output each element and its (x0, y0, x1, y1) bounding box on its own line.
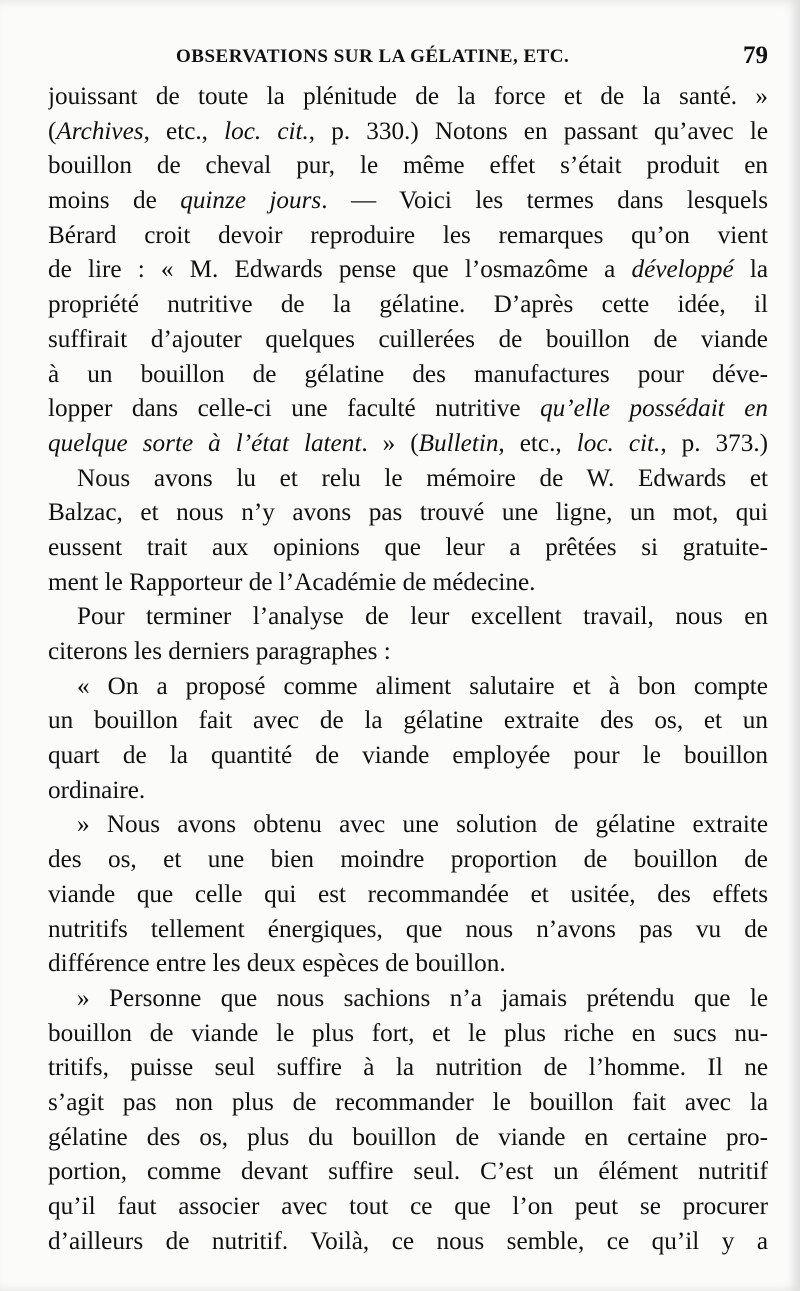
text-segment: des os, et une bien moindre proportion de bouillon de (48, 846, 768, 874)
italic-text: quinze jours (180, 187, 322, 215)
text-line (48, 462, 768, 497)
text-line (48, 1190, 768, 1225)
text-line (48, 253, 768, 288)
text-segment: suffirait d’ajouter quelques cuillerées de bouillon de viande (48, 325, 768, 353)
italic-text: Archives (56, 117, 144, 145)
text-line (48, 1017, 768, 1052)
text-segment: citerons les derniers paragraphes : (48, 638, 391, 665)
text-segment: ( (48, 117, 57, 145)
text-segment: lopper dans celle-ci une faculté nutritive (48, 395, 541, 423)
running-head (48, 42, 768, 74)
page-number: 79 (743, 42, 768, 69)
text-line (48, 1051, 768, 1086)
text-segment: ment le Rapporteur de l’Académie de médecine. (48, 568, 536, 596)
text-line (48, 1155, 768, 1190)
text-line (48, 80, 768, 115)
text-segment: bouillon de viande le plus fort, et le plus riche en sucs nu- (48, 1019, 768, 1047)
text-segment: Bérard croit devoir reproduire les remarques qu’on vient (48, 221, 768, 249)
italic-text: quelque sorte à l’état latent (48, 429, 362, 457)
text-line (48, 1086, 768, 1121)
text-line (48, 1225, 768, 1260)
text-segment: Nous avons lu et relu le mémoire de W. Edwards et (77, 464, 768, 492)
text-line (48, 670, 768, 705)
text-segment: Pour terminer l’analyse de leur excellent travail, nous en (77, 603, 768, 631)
text-line (48, 947, 768, 982)
text-line (48, 774, 768, 809)
text-segment: de lire : « M. Edwards pense que l’osmazôme a (48, 256, 632, 284)
text-line (48, 149, 768, 184)
text-line (48, 878, 768, 913)
text-segment: différence entre les deux espèces de bouillon. (48, 950, 506, 978)
text-segment: , p. 373.) (660, 429, 768, 457)
text-line (48, 566, 768, 601)
text-line (48, 600, 768, 635)
text-segment: qu’il faut associer avec tout ce que l’on peut se procurer (48, 1193, 768, 1220)
text-line (48, 496, 768, 531)
text-segment: viande que celle qui est recommandée et usitée, des effets (48, 880, 768, 908)
text-line (48, 323, 768, 358)
text-line (48, 531, 768, 566)
text-segment: à un bouillon de gélatine des manufactures pour déve- (48, 360, 768, 388)
text-segment: portion, comme devant suffire seul. C’est un élément nutritif (48, 1158, 768, 1186)
text-segment: jouissant de toute la plénitude de la force et de la santé. » (48, 83, 768, 110)
text-segment: , etc., (143, 117, 225, 145)
italic-text: qu’elle possédait en (540, 395, 768, 423)
text-line (48, 913, 768, 948)
text-segment: s’agit pas non plus de recommander le bouillon fait avec la (48, 1088, 768, 1116)
text-line (48, 843, 768, 878)
text-line (48, 115, 768, 150)
text-segment: , p. 330.) Notons en passant qu’avec le (308, 117, 768, 145)
text-line (48, 982, 768, 1017)
text-segment: propriété nutritive de la gélatine. D’après cette idée, il (48, 291, 768, 319)
italic-text: développé (631, 256, 734, 284)
body-text (48, 80, 768, 1259)
italic-text: loc. cit. (576, 429, 661, 457)
text-segment: quart de la quantité de viande employée pour le bouillon (48, 742, 768, 770)
text-segment: » Nous avons obtenu avec une solution de gélatine extraite (77, 811, 768, 839)
text-line (48, 739, 768, 774)
text-segment: . — Voici les termes dans lesquels (321, 187, 768, 215)
text-segment: » Personne que nous sachions n’a jamais prétendu que le (77, 984, 768, 1012)
running-title: OBSERVATIONS SUR LA GÉLATINE, ETC. (176, 46, 570, 67)
text-line (48, 704, 768, 739)
text-segment: , etc., (498, 429, 577, 457)
text-segment: ordinaire. (48, 776, 146, 804)
text-line (48, 635, 768, 670)
text-segment: moins de (48, 187, 181, 215)
text-segment: eussent trait aux opinions que leur a prêtées si gratuite- (48, 533, 768, 561)
text-segment: « On a proposé comme aliment salutaire et à bon compte (77, 672, 768, 700)
text-segment: bouillon de cheval pur, le même effet s’était produit en (48, 152, 768, 180)
text-line (48, 358, 768, 393)
text-line (48, 1121, 768, 1156)
italic-text: Bulletin (418, 429, 499, 457)
text-segment: tritifs, puisse seul suffire à la nutrition de l’homme. Il ne (48, 1054, 768, 1082)
text-segment: la (733, 256, 768, 284)
text-line (48, 808, 768, 843)
text-line (48, 392, 768, 427)
text-segment: . » ( (361, 429, 419, 457)
text-line (48, 184, 768, 219)
text-segment: Balzac, et nous n’y avons pas trouvé une ligne, un mot, qui (48, 499, 768, 527)
text-line (48, 427, 768, 462)
italic-text: loc. cit. (224, 117, 309, 145)
text-segment: nutritifs tellement énergiques, que nous n’avons pas vu de (48, 915, 768, 943)
text-segment: d’ailleurs de nutritif. Voilà, ce nous semble, ce qu’il y a (48, 1227, 768, 1255)
text-segment: un bouillon fait avec de la gélatine extraite des os, et un (48, 707, 768, 735)
text-line (48, 288, 768, 323)
text-line (48, 219, 768, 254)
text-segment: gélatine des os, plus du bouillon de viande en certaine pro- (48, 1123, 768, 1151)
